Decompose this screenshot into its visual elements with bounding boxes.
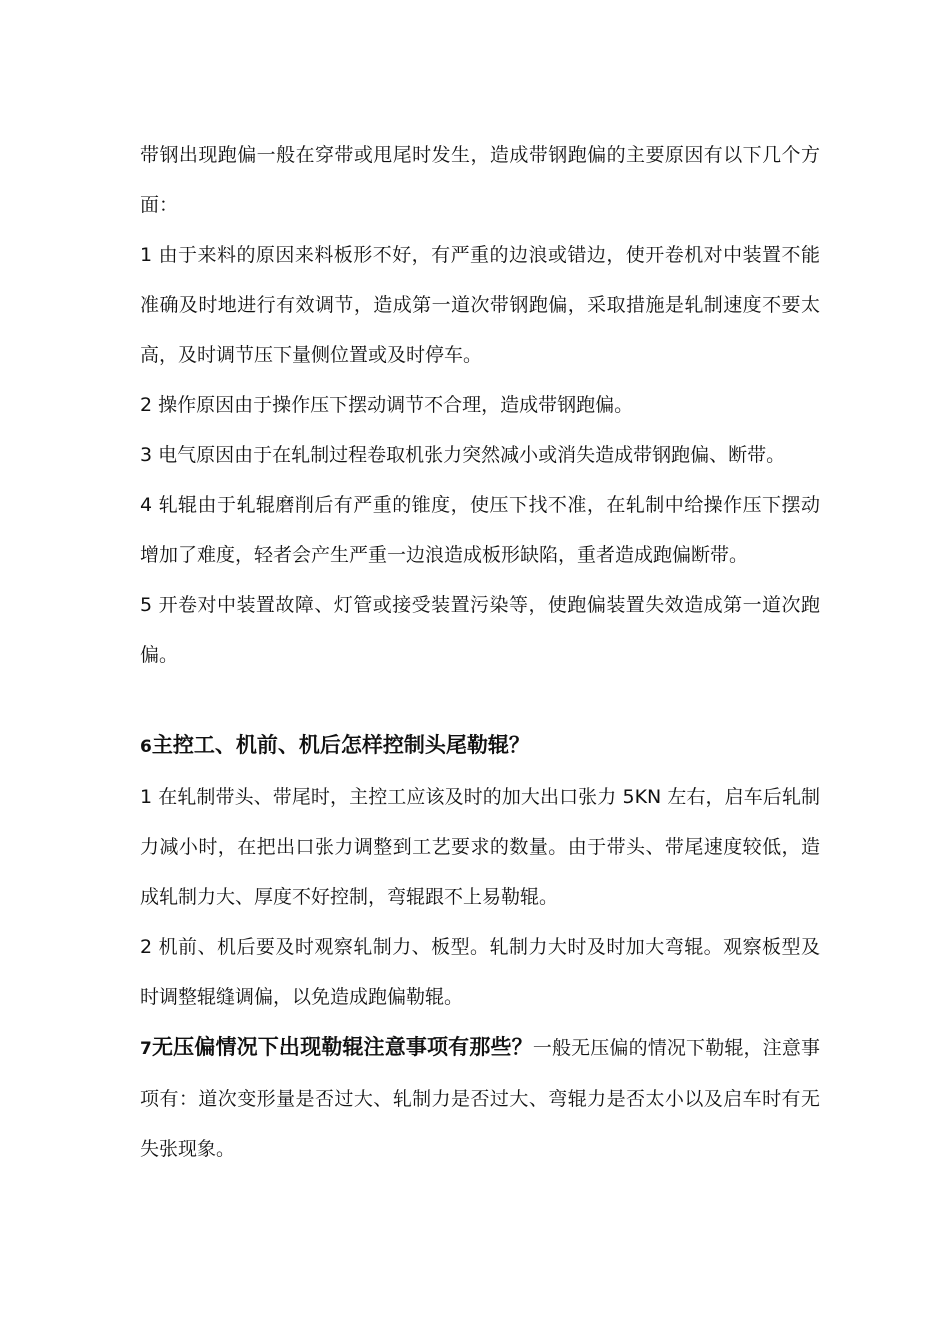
cause-item-3: 3 电气原因由于在轧制过程卷取机张力突然减小或消失造成带钢跑偏、断带。 xyxy=(140,444,786,466)
intro-paragraph: 带钢出现跑偏一般在穿带或甩尾时发生，造成带钢跑偏的主要原因有以下几个方面： xyxy=(140,144,820,216)
document-page xyxy=(140,130,820,1174)
section-7-paragraph xyxy=(140,1022,820,1174)
section-spacer xyxy=(140,680,820,720)
section-6-item-1: 1 在轧制带头、带尾时，主控工应该及时的加大出口张力 5KN 左右，启车后轧制力减小时，在把出口张力调整到工艺要求的数量。由于带头、带尾速度较低，造成轧制力大、厚度不好控制，弯辊跟不上易勒辊。 xyxy=(140,786,820,908)
cause-item-4: 4 轧辊由于轧辊磨削后有严重的锥度，使压下找不准，在轧制中给操作压下摆动增加了难度，轻者会产生严重一边浪造成板形缺陷，重者造成跑偏断带。 xyxy=(140,494,820,566)
section-7-number: 7 xyxy=(140,1039,152,1059)
section-6-heading xyxy=(140,720,820,772)
section-7-answer: 一般无压偏的情况下勒辊，注意事项有：道次变形量是否过大、轧制力是否过大、弯辊力是否太小以及启车时有无失张现象。 xyxy=(140,1037,820,1160)
cause-item-2: 2 操作原因由于操作压下摆动调节不合理，造成带钢跑偏。 xyxy=(140,394,634,416)
section-6-item-2: 2 机前、机后要及时观察轧制力、板型。轧制力大时及时加大弯辊。观察板型及时调整辊缝调偏，以免造成跑偏勒辊。 xyxy=(140,936,820,1008)
section-6-number: 6 xyxy=(140,737,152,757)
section-6-title: 主控工、机前、机后怎样控制头尾勒辊？ xyxy=(151,733,530,757)
section-7-heading xyxy=(140,1035,533,1059)
cause-item-5: 5 开卷对中装置故障、灯管或接受装置污染等，使跑偏装置失效造成第一道次跑偏。 xyxy=(140,594,820,666)
cause-item-1: 1 由于来料的原因来料板形不好，有严重的边浪或错边，使开卷机对中装置不能准确及时地进行有效调节，造成第一道次带钢跑偏，采取措施是轧制速度不要太高，及时调节压下量侧位置或及时停车。 xyxy=(140,244,820,366)
section-7-title: 无压偏情况下出现勒辊注意事项有那些？ xyxy=(151,1035,533,1059)
